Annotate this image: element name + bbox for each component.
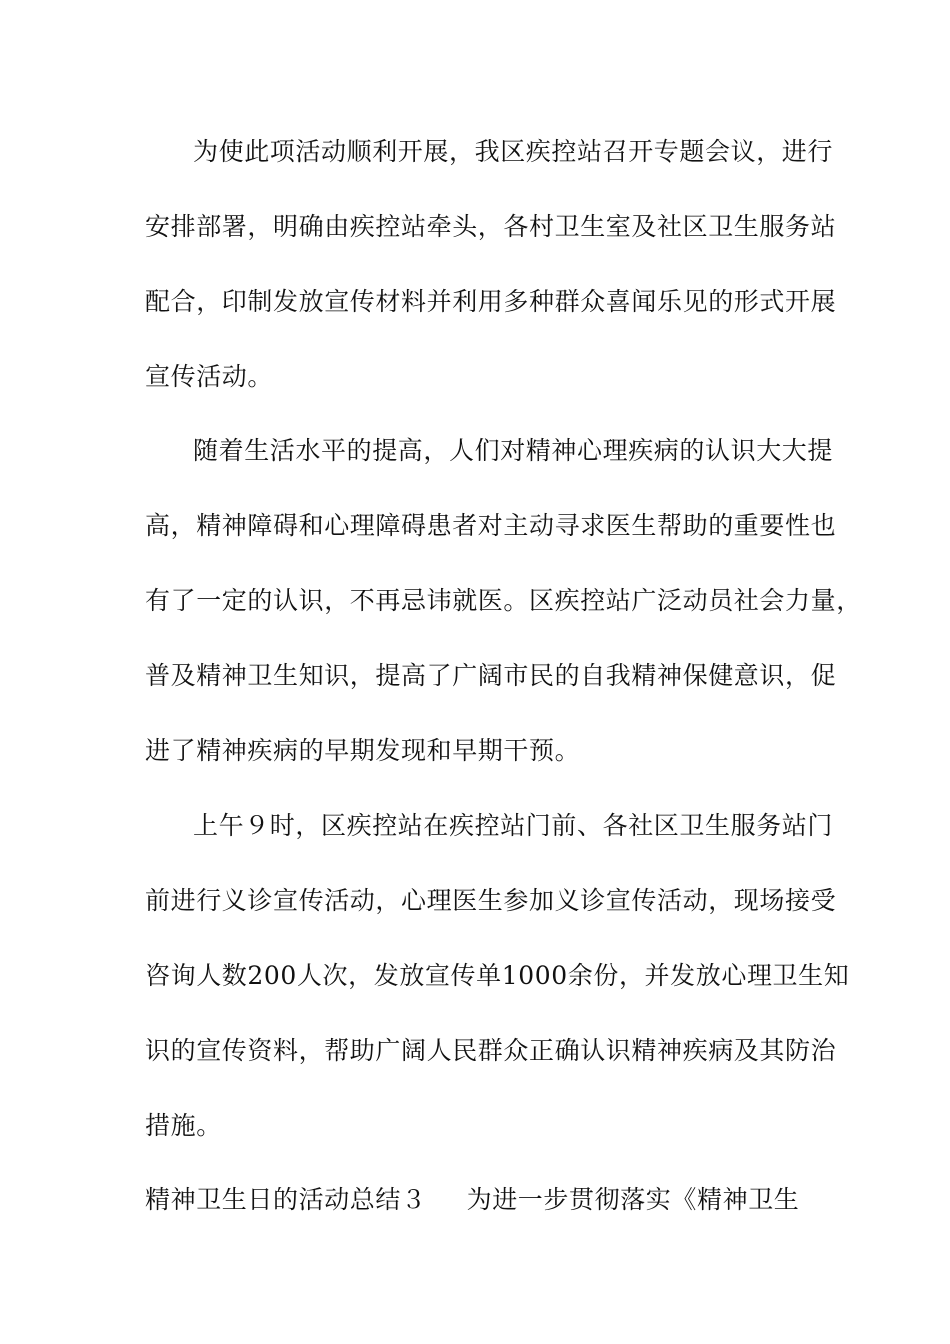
paragraph-2-line-5: 进了精神疾病的早期发现和早期干预。 [145,736,581,765]
paragraph-1-line-1: 为使此项活动顺利开展，我区疾控站召开专题会议，进行 [193,137,834,166]
section-heading: 精神卫生日的活动总结３ [145,1185,427,1214]
paragraph-2-line-3: 有了一定的认识，不再忌讳就医。区疾控站广泛动员社会力量， [145,586,862,615]
paragraph-2-line-1: 随着生活水平的提高，人们对精神心理疾病的认识大大提 [193,436,834,465]
paragraph-1-line-4: 宣传活动。 [145,362,274,391]
paragraph-1-line-2: 安排部署，明确由疾控站牵头，各村卫生室及社区卫生服务站 [145,212,837,241]
paragraph-1-line-3: 配合，印制发放宣传材料并利用多种群众喜闻乐见的形式开展 [145,287,837,316]
paragraph-3-line-1: 上午９时，区疾控站在疾控站门前、各社区卫生服务站门 [193,811,834,840]
paragraph-3-line-3: 咨询人数200人次，发放宣传单1000余份，并发放心理卫生知 [145,961,850,990]
section-heading-line [145,1185,799,1215]
paragraph-2-line-4: 普及精神卫生知识，提高了广阔市民的自我精神保健意识，促 [145,661,837,690]
paragraph-2-line-2: 高，精神障碍和心理障碍患者对主动寻求医生帮助的重要性也 [145,511,837,540]
section-text-start: 为进一步贯彻落实《精神卫生 [466,1185,800,1214]
paragraph-3-line-2: 前进行义诊宣传活动，心理医生参加义诊宣传活动，现场接受 [145,886,837,915]
paragraph-3-line-5: 措施。 [145,1111,222,1140]
paragraph-3-line-4: 识的宣传资料，帮助广阔人民群众正确认识精神疾病及其防治 [145,1036,837,1065]
